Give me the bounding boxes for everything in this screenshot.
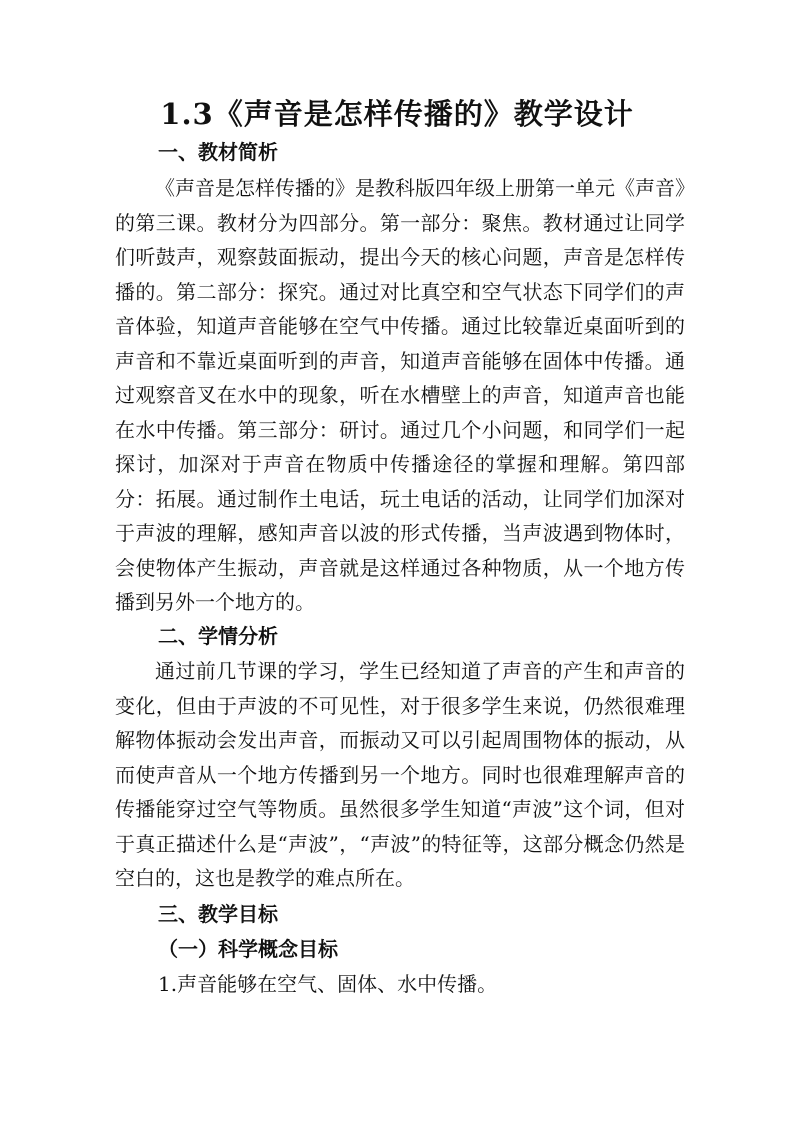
paragraph-student-analysis: 通过前几节课的学习，学生已经知道了声音的产生和声音的变化，但由于声波的不可见性，对于很多学生来说，仍然很难理解物体振动会发出声音，而振动又可以引起周围物体的振动，从而使声音从一个地方传播到另一个地方。同时也很难理解声音的传播能穿过空气等物质。虽然很多学生知道“声波”这个词，但对于真正描述什么是“声波”，“声波”的特征等，这部分概念仍然是空白的，这也是教学的难点所在。 (115, 659, 685, 890)
section-heading-student-analysis: 二、学情分析 (158, 624, 278, 648)
document-title: 1.3《声音是怎样传播的》教学设计 (160, 97, 634, 131)
section-heading-textbook-analysis: 一、教材简析 (158, 140, 278, 164)
subheading-science-concept-goals: （一）科学概念目标 (158, 937, 338, 961)
section-heading-teaching-goals: 三、教学目标 (158, 902, 278, 926)
goal-item-1: 1.声音能够在空气、固体、水中传播。 (158, 972, 498, 996)
paragraph-textbook-analysis: 《声音是怎样传播的》是教科版四年级上册第一单元《声音》的第三课。教材分为四部分。第一部分：聚焦。教材通过让同学们听鼓声，观察鼓面振动，提出今天的核心问题，声音是怎样传播的。第二部分：探究。通过对比真空和空气状态下同学们的声音体验，知道声音能够在空气中传播。通过比较靠近桌面听到的声音和不靠近桌面听到的声音，知道声音能够在固体中传播。通过观察音叉在水中的现象，听在水槽壁上的声音，知道声音也能在水中传播。第三部分：研讨。通过几个小问题，和同学们一起探讨，加深对于声音在物质中传播途径的掌握和理解。第四部分：拓展。通过制作土电话，玩土电话的活动，让同学们加深对于声波的理解，感知声音以波的形式传播，当声波遇到物体时，会使物体产生振动，声音就是这样通过各种物质，从一个地方传播到另外一个地方的。 (115, 176, 685, 614)
